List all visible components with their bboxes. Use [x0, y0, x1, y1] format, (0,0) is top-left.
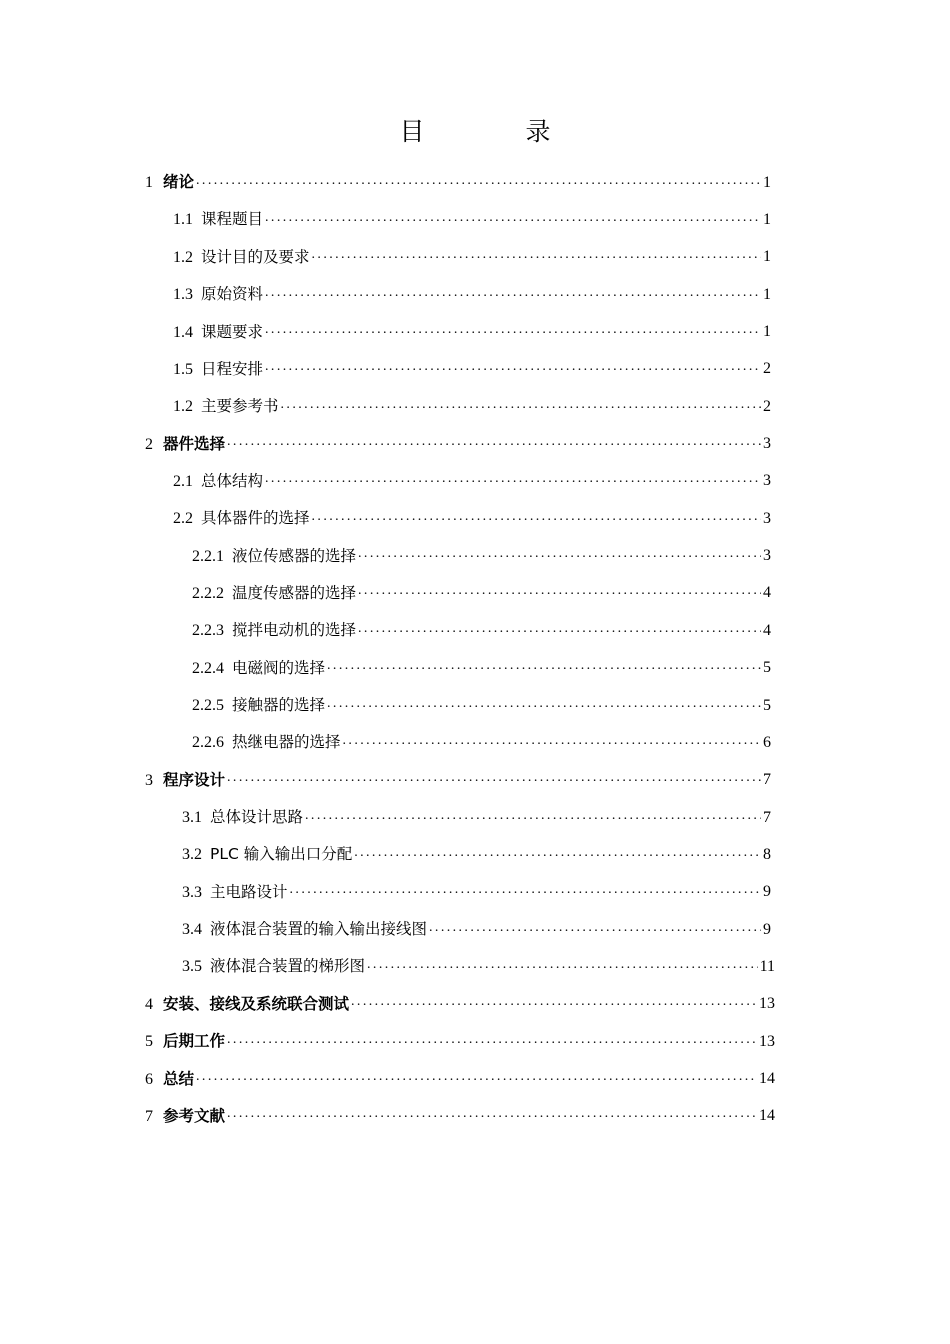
toc-entry-label: [173, 322, 263, 343]
toc-entry[interactable]: [192, 538, 771, 575]
toc-entry[interactable]: [182, 799, 771, 836]
toc-page-number: 1: [763, 248, 771, 266]
toc-entry-text: 绪论: [163, 173, 195, 192]
toc-entry-text: 主电路设计: [210, 882, 288, 901]
toc-page-number: 5: [763, 696, 771, 714]
toc-entry-label: [173, 247, 310, 268]
toc-entry-number: 4: [145, 995, 153, 1013]
toc-entry[interactable]: [192, 724, 771, 761]
toc-page-number: 3: [763, 547, 771, 565]
toc-page-number: 4: [763, 584, 771, 602]
toc-entry-text: 热继电器的选择: [232, 733, 341, 752]
toc-entry-number: 3.5: [182, 958, 202, 976]
toc-dot-leader: [265, 359, 761, 379]
toc-entry-label: [182, 882, 288, 903]
toc-dot-leader: [343, 733, 761, 753]
toc-entry-number: 3.3: [182, 883, 202, 901]
toc-entry-number: 1.1: [173, 211, 193, 229]
toc-entry-number: 2.2.6: [192, 734, 224, 752]
toc-page-number: 3: [763, 435, 771, 453]
toc-entry-label: [173, 396, 279, 417]
toc-entry-number: 2.2.5: [192, 697, 224, 715]
toc-dot-leader: [351, 994, 757, 1014]
toc-entry-text: 温度传感器的选择: [232, 583, 357, 602]
toc-entry-text: 液体混合装置的梯形图: [210, 957, 366, 976]
toc-entry-label: [145, 1106, 225, 1127]
toc-entry-text: 课题要求: [201, 322, 264, 341]
toc-entry-number: 2.1: [173, 472, 193, 490]
toc-dot-leader: [429, 920, 761, 940]
toc-dot-leader: [265, 285, 761, 305]
toc-entry-label: [192, 732, 341, 753]
toc-entry-text: 后期工作: [163, 1032, 226, 1051]
toc-entry[interactable]: [145, 164, 771, 201]
toc-dot-leader: [196, 1069, 757, 1089]
toc-entry-text: 总体结构: [201, 471, 264, 490]
toc-entry-label: [192, 695, 325, 716]
toc-entry-text: 原始资料: [201, 285, 264, 304]
toc-dot-leader: [358, 546, 761, 566]
toc-entry-text: 日程安排: [201, 359, 264, 378]
toc-entry-number: 1.3: [173, 286, 193, 304]
toc-dot-leader: [227, 434, 761, 454]
toc-entry[interactable]: [145, 1023, 775, 1060]
toc-page-number: 9: [763, 920, 771, 938]
toc-entry-label: [182, 919, 427, 940]
toc-entry[interactable]: [182, 836, 771, 873]
toc-dot-leader: [281, 397, 761, 417]
toc-entry-label: [182, 956, 365, 977]
page-title: 目 录: [399, 117, 589, 146]
toc-page-number: 13: [759, 1032, 775, 1050]
toc-entry-text: 主要参考书: [201, 397, 279, 416]
toc-dot-leader: [227, 770, 761, 790]
toc-entry-number: 2.2.1: [192, 547, 224, 565]
toc-entry-text: 总体设计思路: [210, 808, 304, 827]
toc-dot-leader: [327, 658, 761, 678]
toc-entry-number: 5: [145, 1033, 153, 1051]
toc-entry-label: [145, 770, 225, 791]
toc-entry[interactable]: [182, 874, 771, 911]
toc-entry-number: 1.2: [173, 248, 193, 266]
toc-dot-leader: [358, 621, 761, 641]
toc-entry-text: 液位传感器的选择: [232, 546, 357, 565]
toc-page-number: 2: [763, 397, 771, 415]
toc-entry[interactable]: [145, 1060, 775, 1097]
toc-entry[interactable]: [192, 650, 771, 687]
toc-dot-leader: [327, 696, 761, 716]
toc-entry-text: 设计目的及要求: [201, 247, 310, 266]
toc-dot-leader: [312, 247, 761, 267]
toc-page-number: 7: [763, 808, 771, 826]
toc-dot-leader: [290, 882, 761, 902]
toc-entry-text: 程序设计: [163, 770, 226, 789]
toc-entry-label: [173, 209, 263, 230]
toc-entry[interactable]: [182, 911, 771, 948]
toc-entry-label: [173, 359, 263, 380]
toc-dot-leader: [265, 210, 761, 230]
toc-entry[interactable]: [173, 351, 771, 388]
toc-dot-leader: [354, 845, 761, 865]
toc-entry-text: 课程题目: [201, 210, 264, 229]
toc-dot-leader: [305, 808, 761, 828]
toc-dot-leader: [358, 583, 761, 603]
toc-dot-leader: [227, 1106, 757, 1126]
toc-entry-label: [192, 583, 356, 604]
toc-dot-leader: [265, 471, 761, 491]
toc-entry[interactable]: [173, 313, 771, 350]
toc-entry-text: 接触器的选择: [232, 696, 326, 715]
toc-entry-number: 1.2: [173, 398, 193, 416]
toc-entry-number: 2.2.4: [192, 659, 224, 677]
toc-entry-label: [173, 508, 310, 529]
toc-page-number: 14: [759, 1107, 775, 1125]
toc-entry[interactable]: [145, 425, 771, 462]
toc-entry-label: [182, 844, 352, 865]
toc-entry[interactable]: [173, 201, 771, 238]
toc-page-number: 8: [763, 845, 771, 863]
toc-page-number: 3: [763, 472, 771, 490]
toc-entry-number: 7: [145, 1107, 153, 1125]
toc-entry-number: 6: [145, 1070, 153, 1088]
toc-page-number: 4: [763, 621, 771, 639]
toc-entry[interactable]: [192, 575, 771, 612]
toc-page-number: 1: [763, 285, 771, 303]
toc-entry-text: 液体混合装置的输入输出接线图: [210, 920, 428, 939]
toc-entry-text: 参考文献: [163, 1106, 226, 1125]
toc-entry-number: 3.1: [182, 809, 202, 827]
toc-dot-leader: [196, 173, 761, 193]
toc-entry-text: 具体器件的选择: [201, 509, 310, 528]
toc-entry[interactable]: [182, 948, 775, 985]
toc-entry-label: [173, 284, 263, 305]
toc-entry[interactable]: [145, 1098, 775, 1135]
toc-dot-leader: [367, 957, 758, 977]
toc-dot-leader: [312, 509, 761, 529]
toc-entry[interactable]: [145, 762, 771, 799]
toc-entry-text: 电磁阀的选择: [232, 658, 326, 677]
toc-entry[interactable]: [173, 388, 771, 425]
toc-dot-leader: [265, 322, 761, 342]
toc-entry[interactable]: [192, 612, 771, 649]
toc-entry-label: [192, 620, 356, 641]
toc-entry-label: [192, 658, 325, 679]
toc-page-number: 6: [763, 733, 771, 751]
toc-entry-text: 器件选择: [163, 434, 226, 453]
toc-entry-number: 2.2: [173, 510, 193, 528]
toc-entry-label: [145, 434, 225, 455]
toc-entry-label: [145, 172, 194, 193]
toc-entry-number: 1: [145, 174, 153, 192]
toc-entry-text: 安装、接线及系统联合测试: [163, 994, 350, 1013]
toc-entry[interactable]: [173, 463, 771, 500]
toc-entry-number: 2.2.2: [192, 584, 224, 602]
toc-entry-label: [173, 471, 263, 492]
toc-entry[interactable]: [145, 986, 775, 1023]
toc-entry-number: 3: [145, 771, 153, 789]
toc-entry-number: 1.4: [173, 323, 193, 341]
toc-entry-number: 3.2: [182, 846, 202, 864]
toc-page-number: 11: [759, 957, 775, 975]
toc-entry-number: 3.4: [182, 921, 202, 939]
toc-entry-label: [145, 1031, 225, 1052]
toc-entry-text: 搅拌电动机的选择: [232, 621, 357, 640]
toc-entry-number: 1.5: [173, 360, 193, 378]
toc-entry-label: [192, 546, 356, 567]
toc-page-number: 9: [763, 883, 771, 901]
toc-page-number: 1: [763, 210, 771, 228]
toc-entry-number: 2.2.3: [192, 622, 224, 640]
toc-dot-leader: [227, 1032, 757, 1052]
toc-page-number: 1: [763, 173, 771, 191]
toc-entry-text: 总结: [163, 1069, 195, 1088]
toc-entry-number: 2: [145, 435, 153, 453]
toc-entry[interactable]: [173, 276, 771, 313]
toc-page-number: 7: [763, 771, 771, 789]
toc-entry[interactable]: [173, 239, 771, 276]
toc-entry-label: [182, 807, 303, 828]
toc-page-number: 13: [759, 995, 775, 1013]
toc-entry[interactable]: [173, 500, 771, 537]
toc-page-number: 1: [763, 323, 771, 341]
toc-entry[interactable]: [192, 687, 771, 724]
toc-entry-label: [145, 994, 349, 1015]
toc-page-number: 2: [763, 360, 771, 378]
toc-page-number: 3: [763, 509, 771, 527]
toc-entry-label: [145, 1069, 194, 1090]
toc-page-number: 14: [759, 1070, 775, 1088]
toc-entry-text: PLC 输入输出口分配: [210, 845, 353, 864]
toc-page-number: 5: [763, 659, 771, 677]
